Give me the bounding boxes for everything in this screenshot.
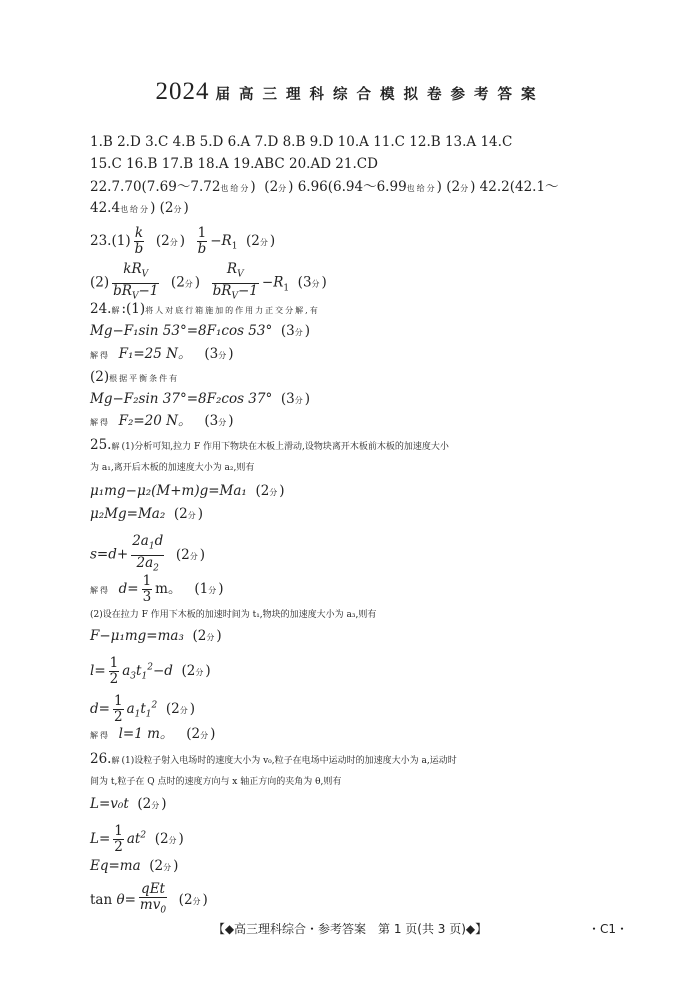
q26-eq4: tan θ= $\frac{\text{qEt}}{mv_0}$ (2分): [90, 881, 208, 916]
q23-part2: (2) $\frac{kR_V}{bR_V-1}$ (2分) $\frac{R_V}{bR_V-1}$ $-R_1$ (3分): [90, 261, 327, 302]
q24-line1: 24.解:(1)将人对底行箱施加的作用力正交分解,有: [90, 301, 320, 317]
q24-eq1: Mg−F₁sin 53°=8F₁cos 53° (3分): [90, 323, 310, 339]
q25-eq4: l= $\frac{1}{2}$ $a_3t_1^2-d$ (2分): [90, 655, 211, 687]
mc-answers-line2: 15.C 16.B 17.B 18.A 19.ABC 20.AD 21.CD: [90, 156, 378, 172]
q25-eq2: μ₂Mg=Ma₂ (2分): [90, 506, 203, 522]
q25-line1: 25.解(1)分析可知,拉力 F 作用下物块在木板上滑动,设物块离开木板前木板的加速度大小: [90, 437, 449, 453]
q25-line2: 为 a₁,离开后木板的加速度大小为 a₂,则有: [90, 463, 255, 473]
q24-part2: (2)根据平衡条件有: [90, 369, 180, 385]
q25-res2: 解得 l=1 m。 (2分): [90, 726, 216, 742]
q24-eq2: Mg−F₂sin 37°=8F₂cos 37° (3分): [90, 391, 310, 407]
q24-res1: 解得 F₁=25 N。 (3分): [90, 346, 234, 362]
footer-code: ・C1・: [587, 922, 628, 936]
page-title: [0, 78, 700, 106]
q25-eq5: d= $\frac{1}{2}$ $a_1t_1^2$ (2分): [90, 693, 195, 725]
q26-line2: 间为 t,粒子在 Q 点时的速度方向与 x 轴正方向的夹角为 θ,则有: [90, 777, 342, 787]
title-text: 届高三理科综合模拟卷参考答案: [215, 86, 545, 103]
mc-answers-line1: 1.B 2.D 3.C 4.B 5.D 6.A 7.D 8.B 9.D 10.A 11.C 12.B 13.A 14.C: [90, 134, 513, 150]
q25-part2: (2)设在拉力 F 作用下木板的加速时间为 t₁,物块的加速度大小为 a₃,则有: [90, 610, 377, 620]
q23-part1: 23.(1) $\frac{k}{b}$ (2分) $\frac{1}{b}$ $-R_1$ (2分): [90, 225, 276, 257]
q25-eq1: μ₁mg−μ₂(M+m)g=Ma₁ (2分): [90, 483, 285, 499]
title-year: 2024: [155, 78, 210, 105]
q26-eq2: L= $\frac{1}{2}$ $at^2$ (2分): [90, 823, 184, 855]
q26-eq3: Eq=ma (2分): [90, 858, 179, 874]
q25-eq-s: s=d+ $\frac{2a_1d}{2a_2}$ (2分): [90, 533, 205, 574]
q25-res1: 解得 d= $\frac{1}{3}$ m。 (1分): [90, 573, 224, 605]
q25-eq3: F−μ₁mg=ma₃ (2分): [90, 628, 222, 644]
q22-line2: 42.4也给分) (2分): [90, 200, 189, 216]
q26-eq1: L=v₀t (2分): [90, 796, 167, 812]
q26-line1: 26.解(1)设粒子射入电场时的速度大小为 v₀,粒子在电场中运动时的加速度大小为 a,运动时: [90, 751, 457, 767]
footer-page-info: 【◆高三理科综合・参考答案 第 1 页(共 3 页)◆】: [212, 922, 488, 936]
q24-res2: 解得 F₂=20 N。 (3分): [90, 413, 234, 429]
q22-line1: 22.7.70(7.69～7.72也给分) (2分) 6.96(6.94～6.99也给分) (2分) 42.2(42.1～: [90, 179, 559, 195]
